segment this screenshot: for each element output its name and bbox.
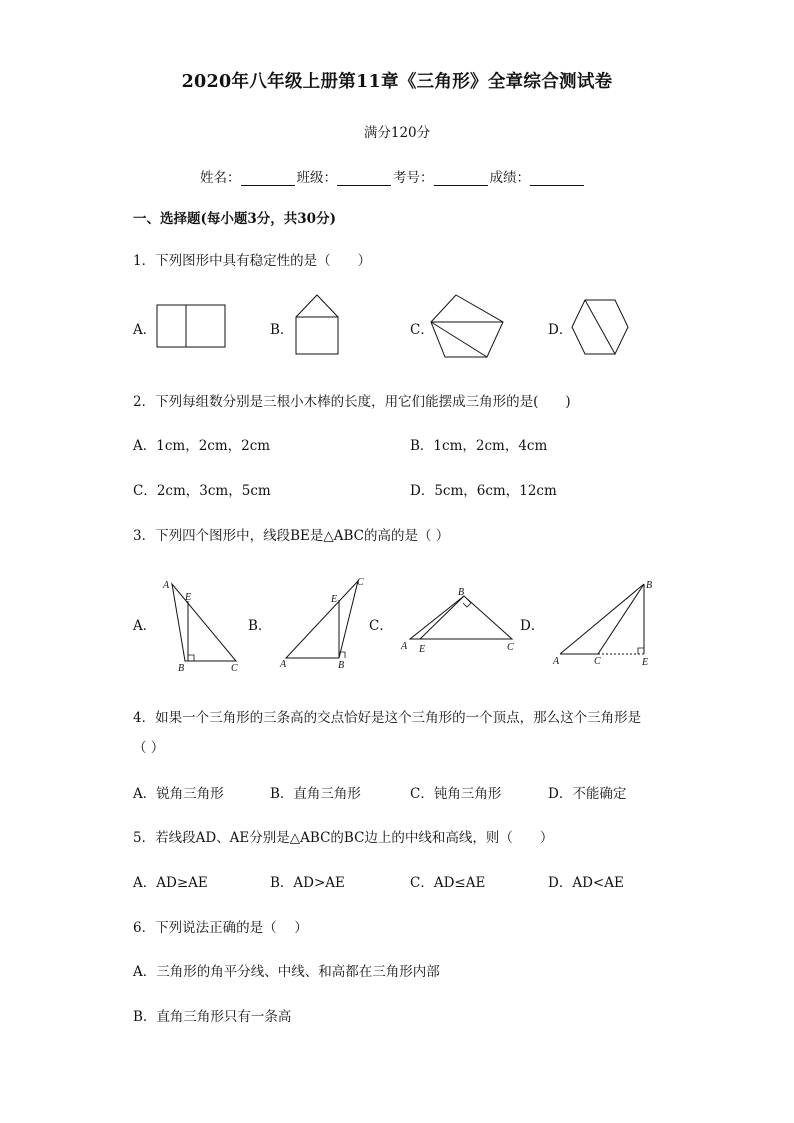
name-label: 姓名： — [200, 170, 241, 186]
q3-figure-d — [550, 576, 660, 672]
exam-number-label: 考号： — [393, 170, 434, 186]
q3-figure-b — [278, 574, 372, 672]
q4-option-c: C．钝角三角形 — [410, 786, 502, 802]
question-4-stem-cont: （ ） — [133, 740, 165, 756]
q3d-label-c: C — [594, 656, 601, 667]
q3a-label-a: A — [163, 580, 170, 591]
q3d-label-b: B — [646, 580, 653, 591]
section-heading: 一、选择题(每小题3分，共30分) — [133, 211, 336, 227]
q3-figure-a — [160, 576, 250, 672]
q1-figure-c-pentagon — [430, 294, 506, 360]
question-1-stem: 1．下列图形中具有稳定性的是（ ） — [133, 253, 372, 269]
q1-option-c-label: C． — [410, 322, 434, 338]
q3-figure-c — [398, 584, 524, 658]
q3a-label-c: C — [231, 663, 238, 674]
q3-option-d-label: D． — [520, 618, 545, 634]
q3b-label-c: C — [357, 577, 364, 588]
q3b-label-b: B — [338, 660, 345, 671]
question-3-stem: 3．下列四个图形中，线段BE是△ABC的高的是（ ） — [133, 528, 450, 544]
question-4-stem: 4．如果一个三角形的三条高的交点恰好是这个三角形的一个顶点，那么这个三角形是 — [133, 710, 642, 726]
page-title: 2020年八年级上册第11章《三角形》全章综合测试卷 — [181, 72, 613, 92]
q6-option-a: A．三角形的角平分线、中线、和高都在三角形内部 — [133, 964, 440, 980]
q1-figure-a-rectangle — [156, 304, 228, 348]
class-label: 班级： — [296, 170, 337, 186]
student-info-row — [200, 166, 586, 186]
q4-option-a: A．锐角三角形 — [133, 786, 224, 802]
q5-option-b: B．AD>AE — [270, 875, 345, 891]
score-label: 成绩： — [489, 170, 530, 186]
question-5-stem: 5．若线段AD、AE分别是△ABC的BC边上的中线和高线，则（ ） — [133, 830, 554, 846]
total-score: 满分120分 — [363, 125, 431, 141]
q1-figure-b-house-shape — [295, 294, 341, 356]
q4-option-b: B．直角三角形 — [270, 786, 361, 802]
question-2-stem: 2．下列每组数分别是三根小木棒的长度，用它们能摆成三角形的是( ) — [133, 394, 571, 410]
q3-option-a-label: A． — [133, 618, 157, 634]
class-blank[interactable] — [337, 170, 391, 186]
q2-option-a: A．1cm，2cm，2cm — [133, 438, 271, 454]
q3d-label-a: A — [553, 656, 560, 667]
q1-option-a-label: A． — [133, 322, 157, 338]
q3-option-c-label: C． — [369, 618, 393, 634]
q1-option-b-label: B． — [270, 322, 294, 338]
q3c-label-a: A — [401, 641, 408, 652]
name-blank[interactable] — [241, 170, 295, 186]
q5-option-c: C．AD≤AE — [410, 875, 486, 891]
q3a-label-e: E — [185, 592, 192, 603]
q6-option-b: B．直角三角形只有一条高 — [133, 1009, 292, 1025]
exam-number-blank[interactable] — [434, 170, 488, 186]
q3-option-b-label: B． — [248, 618, 272, 634]
q2-option-b: B．1cm，2cm，4cm — [410, 438, 548, 454]
q2-option-c: C．2cm，3cm，5cm — [133, 483, 271, 499]
q5-option-d: D．AD<AE — [548, 875, 624, 891]
q3b-label-a: A — [280, 659, 287, 670]
q3c-label-e: E — [419, 644, 426, 655]
q2-option-d: D．5cm，6cm，12cm — [410, 483, 557, 499]
q1-figure-d-hexagon — [570, 298, 630, 358]
question-6-stem: 6．下列说法正确的是（ ） — [133, 920, 308, 936]
q4-option-d: D．不能确定 — [548, 786, 627, 802]
q3d-label-e: E — [642, 657, 649, 668]
q3c-label-c: C — [507, 642, 514, 653]
q3b-label-e: E — [331, 594, 338, 605]
q5-option-a: A．AD≥AE — [133, 875, 208, 891]
q1-option-d-label: D． — [548, 322, 573, 338]
q3c-label-b: B — [458, 587, 465, 598]
q3a-label-b: B — [178, 663, 185, 674]
score-blank[interactable] — [530, 170, 584, 186]
